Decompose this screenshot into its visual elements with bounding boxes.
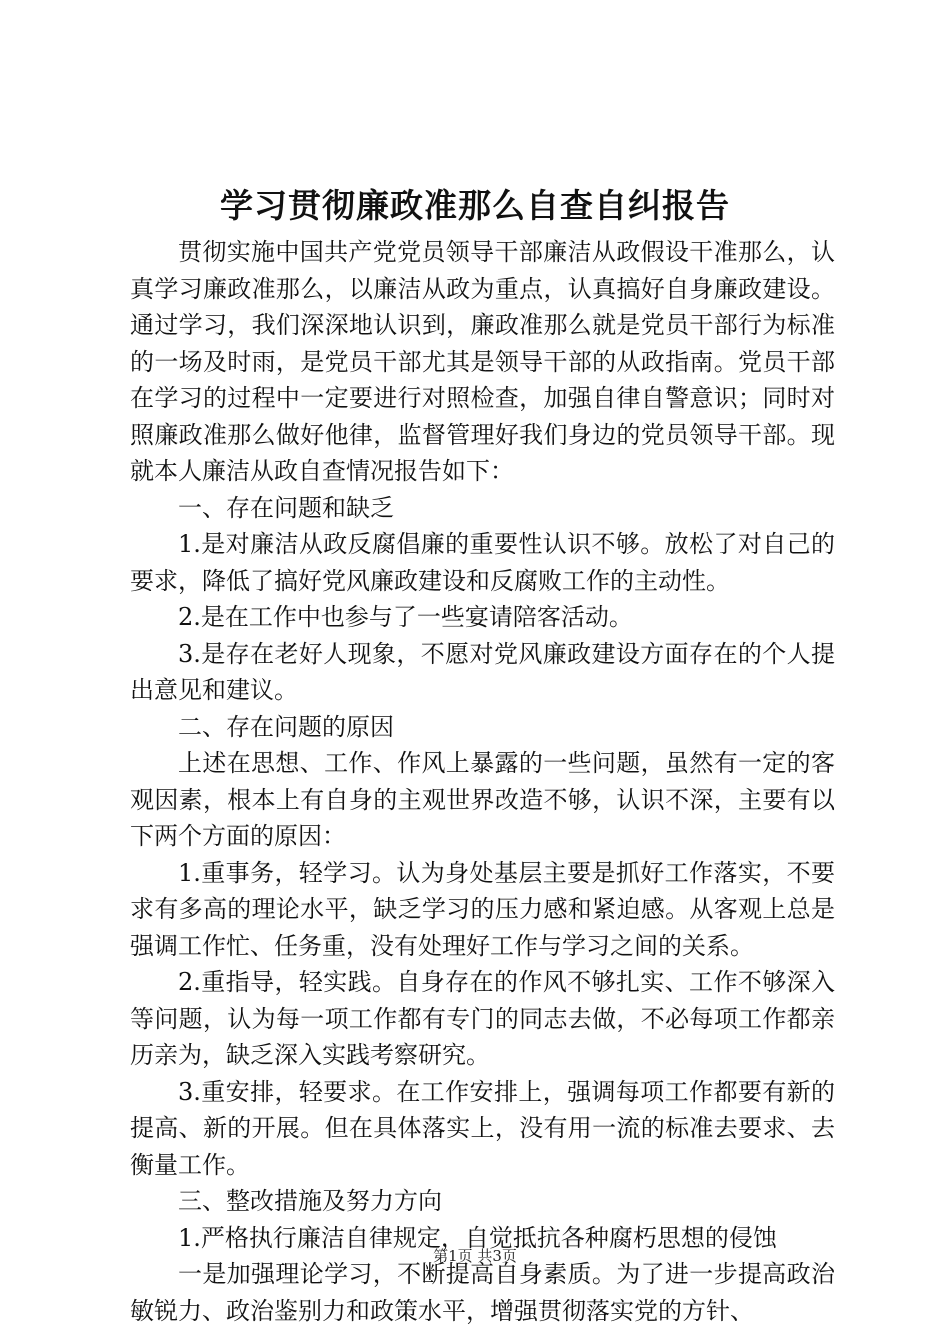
paragraph-intro: 贯彻实施中国共产党党员领导干部廉洁从政假设干准那么，认真学习廉政准那么，以廉洁从政为重点，认真搞好自身廉政建设。通过学习，我们深深地认识到，廉政准那么就是党员干部行为标准的一场及时雨，是党员干部尤其是领导干部的从政指南。党员干部在学习的过程中一定要进行对照检查，加强自律自警意识；同时对照廉政准那么做好他律，监督管理好我们身边的党员领导干部。现就本人廉洁从政自查情况报告如下： [130, 238, 835, 485]
paragraph: 上述在思想、工作、作风上暴露的一些问题，虽然有一定的客观因素，根本上有自身的主观世界改造不够，认识不深，主要有以下两个方面的原因： [130, 749, 835, 850]
page-footer: 第1页 共3页 [433, 1247, 517, 1265]
paragraph: 一是加强理论学习，不断提高自身素质。为了进一步提高政治敏锐力、政治鉴别力和政策水平，增强贯彻落实党的方针、 [130, 1260, 835, 1325]
document-body [130, 234, 835, 1329]
section-heading-2: 二、存在问题的原因 [178, 712, 394, 741]
paragraph: 1.严格执行廉洁自律规定，自觉抵抗各种腐朽思想的侵蚀 [178, 1223, 777, 1252]
paragraph: 2.重指导，轻实践。自身存在的作风不够扎实、工作不够深入等问题，认为每一项工作都有专门的同志去做，不必每项工作都亲历亲为，缺乏深入实践考察研究。 [130, 968, 835, 1069]
section-heading-3: 三、整改措施及努力方向 [178, 1187, 442, 1215]
paragraph: 1.是对廉洁从政反腐倡廉的重要性认识不够。放松了对自己的要求，降低了搞好党风廉政建设和反腐败工作的主动性。 [130, 530, 835, 595]
section-heading-1: 一、存在问题和缺乏 [178, 493, 394, 522]
paragraph: 3.重安排，轻要求。在工作安排上，强调每项工作都要有新的提高、新的开展。但在具体落实上，没有用一流的标准去要求、去衡量工作。 [130, 1077, 835, 1179]
paragraph: 3.是存在老好人现象，不愿对党风廉政建设方面存在的个人提出意见和建议。 [130, 639, 835, 704]
paragraph: 1.重事务，轻学习。认为身处基层主要是抓好工作落实，不要求有多高的理论水平，缺乏学习的压力感和紧迫感。从客观上总是强调工作忙、任务重，没有处理好工作与学习之间的关系。 [130, 858, 835, 960]
paragraph: 2.是在工作中也参与了一些宴请陪客活动。 [178, 603, 633, 631]
document-title: 学习贯彻廉政准那么自查自纠报告 [220, 186, 730, 225]
